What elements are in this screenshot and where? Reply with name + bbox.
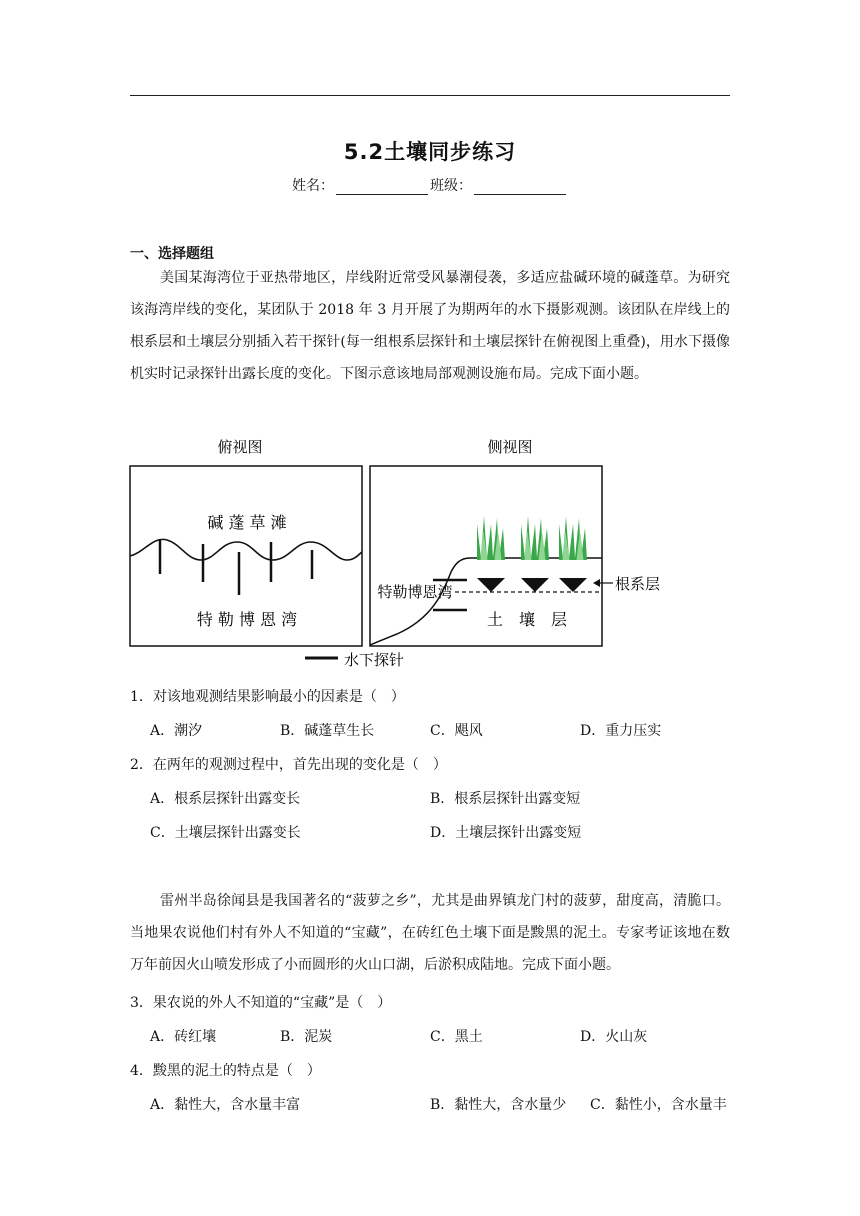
q3-option-c[interactable]: C．黑土 bbox=[430, 1029, 483, 1045]
class-label: 班级： bbox=[430, 178, 472, 194]
top-view-probes bbox=[160, 540, 312, 595]
q1-option-c[interactable]: C．飓风 bbox=[430, 723, 483, 739]
question-4-stem: 4．黢黑的泥土的特点是（ ） bbox=[130, 1063, 321, 1079]
q3-option-b[interactable]: B．泥炭 bbox=[280, 1029, 333, 1045]
question-1-stem: 1．对该地观测结果影响最小的因素是（ ） bbox=[130, 689, 405, 705]
q1-option-b[interactable]: B．碱蓬草生长 bbox=[280, 723, 375, 739]
grass-clump-2 bbox=[521, 516, 549, 592]
legend-label: 水下探针 bbox=[344, 651, 405, 669]
passage-2: 雷州半岛徐闻县是我国著名的“菠萝之乡”，尤其是曲界镇龙门村的菠萝，甜度高，清脆口。当地果农说他们村有外人不知道的“宝藏”，在砖红色土壤下面是黢黑的泥土。专家考证该地在数万年前因火山喷发形成了小而圆形的火山口湖，后淤积成陆地。完成下面小题。 bbox=[130, 893, 730, 973]
class-blank[interactable] bbox=[474, 180, 566, 195]
root-layer-label: 根系层 bbox=[615, 575, 661, 593]
name-label: 姓名： bbox=[292, 178, 334, 194]
grass-clumps bbox=[477, 516, 587, 592]
header-rule bbox=[130, 95, 730, 96]
question-2-stem: 2．在两年的观测过程中，首先出现的变化是（ ） bbox=[130, 757, 447, 773]
q4-option-a[interactable]: A．黏性大，含水量丰富 bbox=[150, 1097, 301, 1113]
q2-option-d[interactable]: D．土壤层探针出露变短 bbox=[430, 825, 582, 841]
q3-option-a[interactable]: A．砖红壤 bbox=[150, 1029, 217, 1045]
soil-layer-label: 土 壤 层 bbox=[486, 610, 568, 629]
page-title: 5.2土壤同步练习 bbox=[343, 140, 517, 164]
top-view-label: 俯视图 bbox=[217, 438, 263, 456]
q1-option-a[interactable]: A．潮汐 bbox=[150, 723, 203, 739]
top-view-lower-label: 特 勒 博 恩 湾 bbox=[196, 610, 298, 629]
side-bay-label: 特勒博恩湾 bbox=[377, 583, 453, 601]
root-arrow-head bbox=[593, 579, 600, 587]
q2-option-a[interactable]: A．根系层探针出露变长 bbox=[150, 791, 301, 807]
top-view-upper-label: 碱 蓬 草 滩 bbox=[207, 513, 287, 532]
section-title: 一、选择题组 bbox=[130, 246, 214, 262]
observation-figure bbox=[125, 432, 661, 672]
q1-option-d[interactable]: D．重力压实 bbox=[580, 723, 662, 739]
q4-option-b[interactable]: B．黏性大，含水量少 bbox=[430, 1097, 567, 1113]
shoreline-curve bbox=[130, 539, 362, 560]
side-view-label: 侧视图 bbox=[487, 438, 533, 456]
terrain-line bbox=[370, 558, 602, 645]
question-3-stem: 3．果农说的外人不知道的“宝藏”是（ ） bbox=[130, 995, 392, 1011]
grass-clump-3 bbox=[559, 516, 587, 592]
q3-option-d[interactable]: D．火山灰 bbox=[580, 1029, 648, 1045]
q4-option-c[interactable]: C．黏性小，含水量丰 bbox=[590, 1097, 727, 1113]
q2-option-c[interactable]: C．土壤层探针出露变长 bbox=[150, 825, 301, 841]
name-class-line bbox=[0, 175, 860, 195]
name-blank[interactable] bbox=[336, 180, 428, 195]
grass-clump-1 bbox=[477, 516, 505, 592]
q2-option-b[interactable]: B．根系层探针出露变短 bbox=[430, 791, 581, 807]
passage-1: 美国某海湾位于亚热带地区，岸线附近常受风暴潮侵袭，多适应盐碱环境的碱蓬草。为研究该海湾岸线的变化，某团队于 2018 年 3 月开展了为期两年的水下摄影观测。该团队在岸线上的根系层和土壤层分别插入若干探针(每一组根系层探针和土壤层探针在俯视图上重叠)，用水下摄像机实时记录探针出露长度的变化。下图示意该地局部观测设施布局。完成下面小题。 bbox=[130, 270, 730, 382]
